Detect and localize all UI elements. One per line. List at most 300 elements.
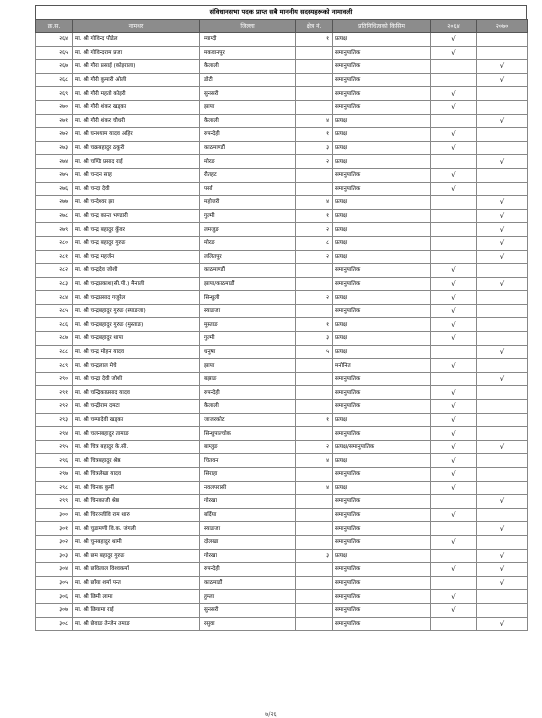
document-title: संविधानसभा पदक प्राप्त सबै माननीय सदस्यहरूको नामावली bbox=[35, 5, 527, 19]
representation-type-cell: समानुपातिक bbox=[333, 522, 431, 536]
representation-type-cell: समानुपातिक bbox=[333, 400, 431, 414]
constituency-cell: ५ bbox=[296, 345, 333, 359]
constituency-cell bbox=[296, 168, 333, 182]
constituency-cell bbox=[296, 386, 333, 400]
term-2070-cell: √ bbox=[477, 522, 528, 536]
constituency-cell bbox=[296, 359, 333, 373]
representation-type-cell: प्रत्यक्ष bbox=[333, 236, 431, 250]
term-2064-cell: √ bbox=[431, 413, 477, 427]
constituency-cell bbox=[296, 60, 333, 74]
table-row bbox=[36, 413, 528, 427]
representation-type-cell: समानुपातिक bbox=[333, 264, 431, 278]
district-cell: बाग्लुङ bbox=[200, 440, 296, 454]
term-2064-cell bbox=[431, 155, 477, 169]
serial-cell: ३०० bbox=[36, 508, 73, 522]
table-row bbox=[36, 454, 528, 468]
table-row bbox=[36, 318, 528, 332]
district-cell: झापा bbox=[200, 359, 296, 373]
representation-type-cell: समानुपातिक bbox=[333, 87, 431, 101]
table-row bbox=[36, 563, 528, 577]
serial-cell: ३०३ bbox=[36, 549, 73, 563]
serial-cell: २६९ bbox=[36, 87, 73, 101]
constituency-cell bbox=[296, 508, 333, 522]
name-cell: मा. श्री चित्रबहादुर श्रेष्ठ bbox=[73, 454, 200, 468]
page-number: ७/२६ bbox=[265, 711, 277, 718]
table-row bbox=[36, 114, 528, 128]
table-row bbox=[36, 100, 528, 114]
table-row bbox=[36, 209, 528, 223]
table-row bbox=[36, 549, 528, 563]
term-2070-cell bbox=[477, 304, 528, 318]
term-2064-cell: √ bbox=[431, 481, 477, 495]
district-cell: रुपन्देही bbox=[200, 563, 296, 577]
term-2064-cell bbox=[431, 522, 477, 536]
term-2064-cell: √ bbox=[431, 141, 477, 155]
constituency-cell: ४ bbox=[296, 454, 333, 468]
table-row bbox=[36, 386, 528, 400]
term-2064-cell bbox=[431, 549, 477, 563]
representation-type-cell: समानुपातिक bbox=[333, 182, 431, 196]
table-row bbox=[36, 535, 528, 549]
term-2070-cell bbox=[477, 291, 528, 305]
name-cell: मा. श्री चन्द्रदेव जोशी bbox=[73, 264, 200, 278]
name-cell: मा. श्री गौरी शंकर खड्का bbox=[73, 100, 200, 114]
term-2070-cell: √ bbox=[477, 155, 528, 169]
district-cell: सिन्धुपाल्चोक bbox=[200, 427, 296, 441]
table-row bbox=[36, 277, 528, 291]
serial-cell: २९१ bbox=[36, 386, 73, 400]
term-2070-cell: √ bbox=[477, 563, 528, 577]
table-row bbox=[36, 250, 528, 264]
serial-cell: ३०२ bbox=[36, 535, 73, 549]
representation-type-cell: समानुपातिक bbox=[333, 168, 431, 182]
district-cell: काठमाण्डौं bbox=[200, 141, 296, 155]
representation-type-cell: प्रत्यक्ष bbox=[333, 345, 431, 359]
district-cell: गोरखा bbox=[200, 495, 296, 509]
district-cell: धनुषा bbox=[200, 345, 296, 359]
term-2070-cell bbox=[477, 413, 528, 427]
representation-type-cell: समानुपातिक bbox=[333, 495, 431, 509]
constituency-cell: ४ bbox=[296, 114, 333, 128]
table-row bbox=[36, 468, 528, 482]
constituency-cell bbox=[296, 522, 333, 536]
term-2064-cell: √ bbox=[431, 508, 477, 522]
district-cell: गोरखा bbox=[200, 549, 296, 563]
term-2064-cell bbox=[431, 60, 477, 74]
serial-cell: २६४ bbox=[36, 33, 73, 47]
term-2064-cell: √ bbox=[431, 33, 477, 47]
serial-cell: २८६ bbox=[36, 318, 73, 332]
table-row bbox=[36, 141, 528, 155]
term-2064-cell bbox=[431, 73, 477, 87]
name-cell: मा. श्री चम्पादेवी खड्का bbox=[73, 413, 200, 427]
constituency-cell bbox=[296, 495, 333, 509]
term-2070-cell: √ bbox=[477, 345, 528, 359]
representation-type-cell: प्रत्यक्ष bbox=[333, 141, 431, 155]
district-cell: मुस्ताङ bbox=[200, 318, 296, 332]
representation-type-cell: समानुपातिक bbox=[333, 535, 431, 549]
name-cell: मा. श्री छाँया शर्मा पन्त bbox=[73, 576, 200, 590]
constituency-cell: २ bbox=[296, 440, 333, 454]
name-cell: मा. श्री छिमी लामा bbox=[73, 590, 200, 604]
term-2064-cell: √ bbox=[431, 400, 477, 414]
constituency-cell: ४ bbox=[296, 196, 333, 210]
serial-cell: २८७ bbox=[36, 332, 73, 346]
name-cell: मा. श्री चन्द्रबहादुर थापा bbox=[73, 332, 200, 346]
term-2070-cell bbox=[477, 168, 528, 182]
term-2070-cell bbox=[477, 454, 528, 468]
term-2064-cell: √ bbox=[431, 454, 477, 468]
name-cell: मा. श्री गोविन्द पौडेल bbox=[73, 33, 200, 47]
name-cell: मा. श्री गौरी महतो कोइरी bbox=[73, 87, 200, 101]
representation-type-cell: प्रत्यक्ष bbox=[333, 332, 431, 346]
serial-cell: २७५ bbox=[36, 168, 73, 182]
district-cell: डोटी bbox=[200, 73, 296, 87]
serial-cell: २७३ bbox=[36, 141, 73, 155]
district-cell: पर्सा bbox=[200, 182, 296, 196]
name-cell: मा. श्री चन्द्रलाल मेचे bbox=[73, 359, 200, 373]
district-cell: स्याङजा bbox=[200, 304, 296, 318]
district-cell: कैलाली bbox=[200, 60, 296, 74]
serial-cell: २७४ bbox=[36, 155, 73, 169]
serial-cell: २९४ bbox=[36, 427, 73, 441]
term-2064-cell: √ bbox=[431, 427, 477, 441]
serial-cell: २७१ bbox=[36, 114, 73, 128]
constituency-cell bbox=[296, 87, 333, 101]
name-cell: मा. श्री चन्द्रबहादुर गुरुङ (स्याङजा) bbox=[73, 304, 200, 318]
representation-type-cell: समानुपातिक bbox=[333, 304, 431, 318]
table-row bbox=[36, 46, 528, 60]
constituency-cell: १ bbox=[296, 128, 333, 142]
constituency-cell: २ bbox=[296, 155, 333, 169]
district-cell: रौतहट bbox=[200, 168, 296, 182]
table-row bbox=[36, 60, 528, 74]
column-header-name: नामथर bbox=[73, 20, 200, 33]
constituency-cell: १ bbox=[296, 209, 333, 223]
constituency-cell bbox=[296, 617, 333, 631]
district-cell: महोत्तरी bbox=[200, 196, 296, 210]
district-cell: सिन्धुली bbox=[200, 291, 296, 305]
term-2064-cell bbox=[431, 196, 477, 210]
column-header-district: जिल्ला bbox=[200, 20, 296, 33]
constituency-cell bbox=[296, 46, 333, 60]
name-cell: मा. श्री चण्डि प्रसाद राई bbox=[73, 155, 200, 169]
name-cell: मा. श्री चन्द्र बहादुर गुरुङ bbox=[73, 236, 200, 250]
term-2064-cell bbox=[431, 495, 477, 509]
table-row bbox=[36, 264, 528, 278]
term-2070-cell bbox=[477, 46, 528, 60]
serial-cell: २७० bbox=[36, 100, 73, 114]
serial-cell: २८९ bbox=[36, 359, 73, 373]
representation-type-cell: प्रत्यक्ष bbox=[333, 33, 431, 47]
term-2070-cell bbox=[477, 182, 528, 196]
table-row bbox=[36, 359, 528, 373]
representation-type-cell: समानुपातिक bbox=[333, 60, 431, 74]
term-2064-cell: √ bbox=[431, 46, 477, 60]
district-cell: काठमाण्डौं bbox=[200, 264, 296, 278]
term-2070-cell bbox=[477, 590, 528, 604]
term-2070-cell bbox=[477, 427, 528, 441]
term-2064-cell: √ bbox=[431, 277, 477, 291]
name-cell: मा. श्री चिनक कुर्मी bbox=[73, 481, 200, 495]
term-2070-cell: √ bbox=[477, 236, 528, 250]
table-row bbox=[36, 495, 528, 509]
name-cell: मा. श्री छम बहादुर गुरुङ bbox=[73, 549, 200, 563]
term-2064-cell bbox=[431, 372, 477, 386]
district-cell: झापा bbox=[200, 100, 296, 114]
name-cell: मा. श्री चन्द्र कान्त भण्डारी bbox=[73, 209, 200, 223]
name-cell: मा. श्री गोविन्दराम प्रजा bbox=[73, 46, 200, 60]
district-cell: दोलखा bbox=[200, 535, 296, 549]
district-cell: बझाङ bbox=[200, 372, 296, 386]
constituency-cell bbox=[296, 468, 333, 482]
district-cell: ललितपुर bbox=[200, 250, 296, 264]
term-2070-cell: √ bbox=[477, 549, 528, 563]
constituency-cell: २ bbox=[296, 291, 333, 305]
name-cell: मा. श्री चित्र बहादुर के.सी. bbox=[73, 440, 200, 454]
representation-type-cell: समानुपातिक bbox=[333, 277, 431, 291]
table-row bbox=[36, 345, 528, 359]
representation-type-cell: प्रत्यक्ष bbox=[333, 291, 431, 305]
district-cell: म्याग्दी bbox=[200, 33, 296, 47]
term-2070-cell bbox=[477, 318, 528, 332]
serial-cell: २८३ bbox=[36, 277, 73, 291]
name-cell: मा. श्री गौरी शंकर चौधरी bbox=[73, 114, 200, 128]
serial-cell: २८२ bbox=[36, 264, 73, 278]
name-cell: मा. श्री चन्देश्वर झा bbox=[73, 196, 200, 210]
term-2064-cell: √ bbox=[431, 440, 477, 454]
table-row bbox=[36, 576, 528, 590]
district-cell: चितवन bbox=[200, 454, 296, 468]
serial-cell: २७८ bbox=[36, 209, 73, 223]
district-cell: मोरङ bbox=[200, 236, 296, 250]
term-2064-cell bbox=[431, 209, 477, 223]
district-cell: गुल्मी bbox=[200, 332, 296, 346]
table-row bbox=[36, 236, 528, 250]
constituency-cell bbox=[296, 427, 333, 441]
constituency-cell bbox=[296, 264, 333, 278]
name-cell: मा. श्री चन्द्रा देवी जोशी bbox=[73, 372, 200, 386]
district-cell: कैलाली bbox=[200, 400, 296, 414]
constituency-cell bbox=[296, 576, 333, 590]
term-2064-cell: √ bbox=[431, 182, 477, 196]
representation-type-cell: समानुपातिक bbox=[333, 563, 431, 577]
serial-cell: २७७ bbox=[36, 196, 73, 210]
representation-type-cell: प्रत्यक्ष/समानुपातिक bbox=[333, 440, 431, 454]
representation-type-cell: प्रत्यक्ष bbox=[333, 481, 431, 495]
representation-type-cell: प्रत्यक्ष bbox=[333, 196, 431, 210]
term-2070-cell bbox=[477, 468, 528, 482]
term-2070-cell bbox=[477, 603, 528, 617]
term-2070-cell: √ bbox=[477, 223, 528, 237]
district-cell: मोरङ bbox=[200, 155, 296, 169]
name-cell: मा. श्री चन्द्र महर्जन bbox=[73, 250, 200, 264]
column-header-2064: २०६४ bbox=[431, 20, 477, 33]
term-2064-cell: √ bbox=[431, 535, 477, 549]
name-cell: मा. श्री चन्द्रप्रकाश(सी.पी.) मैनाली bbox=[73, 277, 200, 291]
term-2070-cell: √ bbox=[477, 495, 528, 509]
name-cell: मा. श्री चन्द्रबहादुर गुरुङ (मुस्ताङ) bbox=[73, 318, 200, 332]
term-2064-cell: √ bbox=[431, 332, 477, 346]
serial-cell: २८१ bbox=[36, 250, 73, 264]
district-cell: रुपन्देही bbox=[200, 128, 296, 142]
serial-cell: २७६ bbox=[36, 182, 73, 196]
constituency-cell bbox=[296, 563, 333, 577]
term-2064-cell bbox=[431, 250, 477, 264]
serial-cell: २९६ bbox=[36, 454, 73, 468]
representation-type-cell: समानुपातिक bbox=[333, 46, 431, 60]
representation-type-cell: प्रत्यक्ष bbox=[333, 209, 431, 223]
serial-cell: २९९ bbox=[36, 495, 73, 509]
term-2070-cell: √ bbox=[477, 576, 528, 590]
name-cell: मा. श्री गौरा प्रसाई (कोइराला) bbox=[73, 60, 200, 74]
representation-type-cell: समानुपातिक bbox=[333, 603, 431, 617]
district-cell: लमजुङ bbox=[200, 223, 296, 237]
constituency-cell: ४ bbox=[296, 481, 333, 495]
term-2070-cell: √ bbox=[477, 617, 528, 631]
table-row bbox=[36, 87, 528, 101]
serial-cell: २९२ bbox=[36, 400, 73, 414]
district-cell: नवलपरासी bbox=[200, 481, 296, 495]
term-2064-cell bbox=[431, 617, 477, 631]
representation-type-cell: प्रत्यक्ष bbox=[333, 318, 431, 332]
term-2070-cell bbox=[477, 400, 528, 414]
term-2064-cell bbox=[431, 345, 477, 359]
name-cell: मा. श्री घनश्याम यादव अहिर bbox=[73, 128, 200, 142]
constituency-cell bbox=[296, 603, 333, 617]
constituency-cell bbox=[296, 372, 333, 386]
serial-cell: २८० bbox=[36, 236, 73, 250]
constituency-cell: १ bbox=[296, 318, 333, 332]
district-cell: स्याङजा bbox=[200, 522, 296, 536]
constituency-cell bbox=[296, 590, 333, 604]
serial-cell: २९७ bbox=[36, 468, 73, 482]
term-2070-cell bbox=[477, 332, 528, 346]
term-2064-cell: √ bbox=[431, 128, 477, 142]
table-row bbox=[36, 168, 528, 182]
members-list-sheet bbox=[35, 5, 527, 631]
district-cell: गुल्मी bbox=[200, 209, 296, 223]
name-cell: मा. श्री गौरी कुमारी ओली bbox=[73, 73, 200, 87]
name-cell: मा. श्री छियामा राई bbox=[73, 603, 200, 617]
representation-type-cell: समानुपातिक bbox=[333, 427, 431, 441]
representation-type-cell: प्रत्यक्ष bbox=[333, 549, 431, 563]
representation-type-cell: समानुपातिक bbox=[333, 468, 431, 482]
table-row bbox=[36, 427, 528, 441]
serial-cell: २९३ bbox=[36, 413, 73, 427]
name-cell: मा. श्री छविलाल विश्वकर्मा bbox=[73, 563, 200, 577]
constituency-cell bbox=[296, 400, 333, 414]
district-cell: रुपन्देही bbox=[200, 386, 296, 400]
district-cell: कैलाली bbox=[200, 114, 296, 128]
serial-cell: २६५ bbox=[36, 46, 73, 60]
district-cell: सिराहा bbox=[200, 468, 296, 482]
term-2070-cell bbox=[477, 481, 528, 495]
members-table bbox=[35, 19, 528, 631]
term-2070-cell bbox=[477, 264, 528, 278]
serial-cell: २६७ bbox=[36, 60, 73, 74]
representation-type-cell: प्रत्यक्ष bbox=[333, 413, 431, 427]
term-2070-cell bbox=[477, 386, 528, 400]
representation-type-cell: प्रत्यक्ष bbox=[333, 454, 431, 468]
district-cell: काठमाडौं bbox=[200, 576, 296, 590]
term-2064-cell: √ bbox=[431, 304, 477, 318]
term-2070-cell: √ bbox=[477, 440, 528, 454]
representation-type-cell: प्रत्यक्ष bbox=[333, 250, 431, 264]
table-row bbox=[36, 603, 528, 617]
district-cell: रसुवा bbox=[200, 617, 296, 631]
constituency-cell bbox=[296, 277, 333, 291]
table-row bbox=[36, 508, 528, 522]
table-row bbox=[36, 223, 528, 237]
table-row bbox=[36, 332, 528, 346]
column-header-2070: २०७० bbox=[477, 20, 528, 33]
constituency-cell: ३ bbox=[296, 141, 333, 155]
term-2064-cell: √ bbox=[431, 100, 477, 114]
constituency-cell bbox=[296, 73, 333, 87]
table-row bbox=[36, 304, 528, 318]
name-cell: मा. श्री चन्दा देवी bbox=[73, 182, 200, 196]
term-2070-cell bbox=[477, 87, 528, 101]
constituency-cell: २ bbox=[296, 250, 333, 264]
constituency-cell: १ bbox=[296, 413, 333, 427]
table-row bbox=[36, 617, 528, 631]
name-cell: मा. श्री चन्दन साह bbox=[73, 168, 200, 182]
table-row bbox=[36, 440, 528, 454]
term-2064-cell bbox=[431, 236, 477, 250]
table-row bbox=[36, 196, 528, 210]
constituency-cell bbox=[296, 100, 333, 114]
term-2064-cell: √ bbox=[431, 291, 477, 305]
table-header-row bbox=[36, 20, 528, 33]
constituency-cell bbox=[296, 304, 333, 318]
term-2070-cell: √ bbox=[477, 196, 528, 210]
name-cell: मा. श्री चन्द्र मोहन यादव bbox=[73, 345, 200, 359]
representation-type-cell: प्रत्यक्ष bbox=[333, 128, 431, 142]
representation-type-cell: समानुपातिक bbox=[333, 386, 431, 400]
term-2064-cell bbox=[431, 223, 477, 237]
district-cell: झापा/काठमाडौं bbox=[200, 277, 296, 291]
serial-cell: २७९ bbox=[36, 223, 73, 237]
constituency-cell bbox=[296, 182, 333, 196]
term-2070-cell bbox=[477, 100, 528, 114]
serial-cell: २८४ bbox=[36, 291, 73, 305]
name-cell: मा. श्री चिरञ्जीवि राम थारु bbox=[73, 508, 200, 522]
district-cell: सुनसरी bbox=[200, 603, 296, 617]
representation-type-cell: समानुपातिक bbox=[333, 590, 431, 604]
serial-cell: ३०७ bbox=[36, 603, 73, 617]
serial-cell: २६८ bbox=[36, 73, 73, 87]
district-cell: जाजरकोट bbox=[200, 413, 296, 427]
representation-type-cell: समानुपातिक bbox=[333, 617, 431, 631]
term-2070-cell: √ bbox=[477, 60, 528, 74]
column-header-representation-type: प्रतिनिधित्वको किसिम bbox=[333, 20, 431, 33]
representation-type-cell: प्रत्यक्ष bbox=[333, 223, 431, 237]
constituency-cell: ३ bbox=[296, 549, 333, 563]
term-2070-cell bbox=[477, 141, 528, 155]
representation-type-cell: समानुपातिक bbox=[333, 73, 431, 87]
term-2070-cell bbox=[477, 359, 528, 373]
term-2070-cell: √ bbox=[477, 372, 528, 386]
constituency-cell bbox=[296, 535, 333, 549]
term-2070-cell bbox=[477, 508, 528, 522]
name-cell: मा. श्री छेवाङ तेन्जेन तमाङ bbox=[73, 617, 200, 631]
term-2070-cell bbox=[477, 128, 528, 142]
term-2064-cell: √ bbox=[431, 264, 477, 278]
column-header-constituency: क्षेत्र नं. bbox=[296, 20, 333, 33]
district-cell: मकवानपुर bbox=[200, 46, 296, 60]
column-header-serial: क्र.स. bbox=[36, 20, 73, 33]
